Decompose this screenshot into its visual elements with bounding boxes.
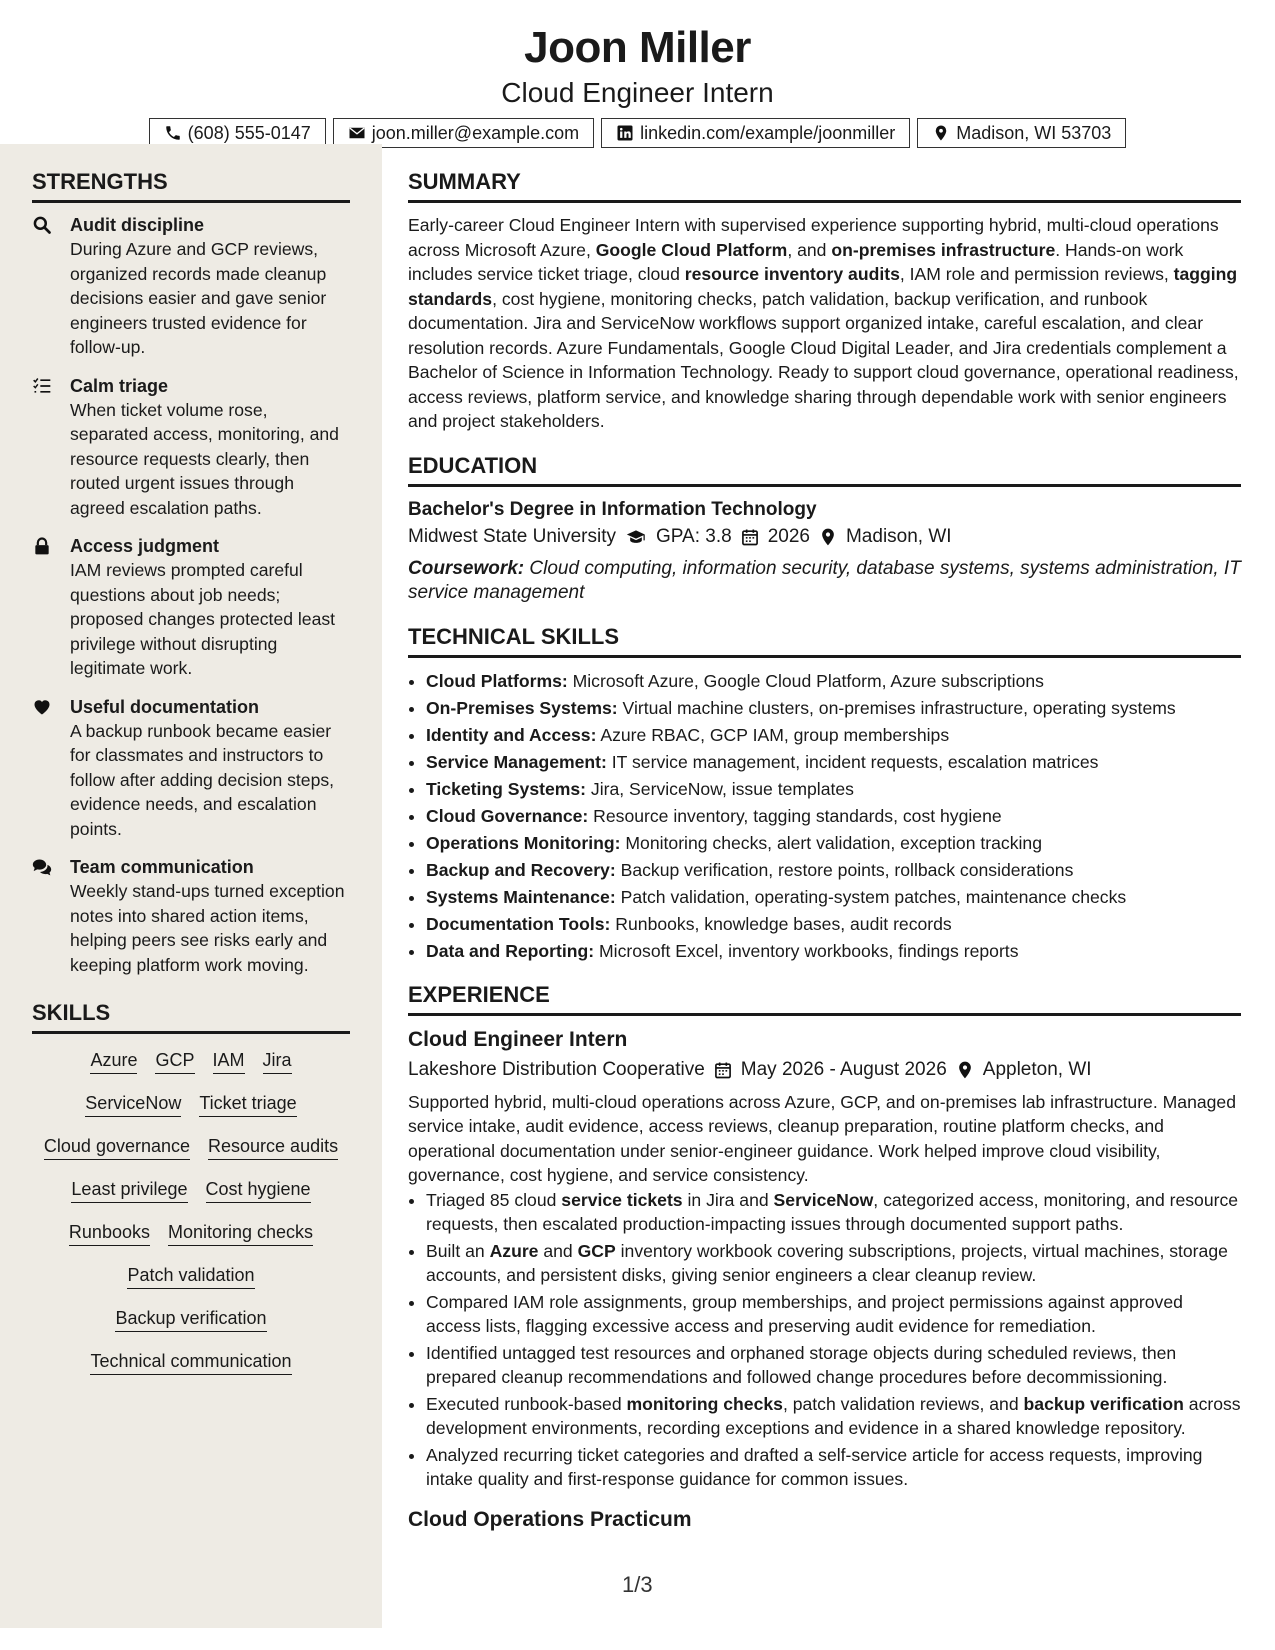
strength-item (32, 534, 350, 681)
job-bullet (426, 1443, 1241, 1492)
text-run: . Hands-on work includes service ticket triage, cloud (408, 239, 1184, 284)
emphasis-text: Azure (489, 1240, 539, 1261)
coursework-label: Coursework: (408, 557, 525, 579)
skill-values: Backup verification, restore points, rollback considerations (615, 859, 1074, 880)
experience-heading: EXPERIENCE (408, 981, 1241, 1016)
skill-tag: Technical communication (90, 1349, 291, 1375)
job-details (408, 1054, 1241, 1086)
linkedin-icon (616, 124, 634, 142)
location-text: Madison, WI 53703 (956, 123, 1112, 143)
lock-icon (32, 534, 70, 681)
coursework (408, 557, 1241, 605)
skill-values: Microsoft Azure, Google Cloud Platform, Azure subscriptions (567, 670, 1044, 691)
candidate-title: Cloud Engineer Intern (501, 77, 774, 108)
technical-skills-list (408, 668, 1241, 965)
emphasis-text: service tickets (561, 1189, 683, 1210)
sidebar (0, 144, 382, 1628)
email-text: joon.miller@example.com (371, 123, 580, 143)
skill-tag: Resource audits (208, 1134, 338, 1160)
skill-values: Runbooks, knowledge bases, audit records (610, 913, 952, 934)
skill-tag: Ticket triage (199, 1091, 296, 1117)
school-name: Midwest State University (408, 525, 617, 547)
emphasis-text: monitoring checks (626, 1393, 783, 1414)
emphasis-text: resource inventory audits (684, 264, 900, 284)
skill-values: Jira, ServiceNow, issue templates (586, 778, 854, 799)
search-icon (32, 213, 70, 360)
text-run: Built an (426, 1240, 490, 1261)
heart-icon (32, 695, 70, 842)
job-dates: May 2026 - August 2026 (740, 1058, 947, 1080)
skills-tags (32, 1044, 350, 1375)
technical-skill-item (426, 857, 1241, 884)
technical-skill-item (426, 695, 1241, 722)
company-name: Lakeshore Distribution Cooperative (408, 1058, 705, 1080)
coursework-text: Cloud computing, information security, database systems, systems administration, IT service management (408, 557, 1241, 603)
technical-skills-heading: TECHNICAL SKILLS (408, 623, 1241, 658)
job-location: Appleton, WI (982, 1058, 1092, 1080)
skill-category: Ticketing Systems: (426, 778, 587, 799)
skill-values: Resource inventory, tagging standards, cost hygiene (588, 805, 1002, 826)
skill-category: Operations Monitoring: (426, 832, 621, 853)
text-run: inventory workbook covering subscriptions, projects, virtual machines, storage accounts, and persistent disks, giving senior engineers a clear cleanup review. (426, 1240, 1228, 1285)
skill-row (32, 1134, 350, 1160)
skill-row (32, 1048, 350, 1074)
text-run: Identified untagged test resources and orphaned storage objects during scheduled reviews, then prepared cleanup recommendations and followed change procedures before decommissioning. (426, 1342, 1177, 1387)
skill-row (32, 1091, 350, 1117)
envelope-icon (348, 124, 366, 142)
skill-tag: Cloud governance (44, 1134, 190, 1160)
strength-title: Calm triage (70, 375, 169, 396)
technical-skill-item (426, 749, 1241, 776)
strength-description: IAM reviews prompted careful questions about job needs; proposed changes protected least privilege without disrupting legitimate work. (70, 560, 336, 678)
skill-tag: Least privilege (71, 1177, 187, 1203)
strength-description: Weekly stand-ups turned exception notes into shared action items, helping peers see risks early and keeping platform work moving. (70, 881, 345, 975)
technical-skill-item (426, 668, 1241, 695)
text-run: across development environments, recording exceptions and evidence in a shared knowledge repository. (426, 1393, 1241, 1438)
text-run: Early-career Cloud Engineer Intern with supervised experience supporting hybrid, multi-cloud operations across Microsoft Azure, (408, 215, 1219, 260)
map-pin-icon (955, 1060, 975, 1080)
skill-row (32, 1220, 350, 1246)
skill-row (32, 1177, 350, 1203)
technical-skill-item (426, 830, 1241, 857)
graduation-year: 2026 (767, 525, 810, 547)
skill-tag: GCP (155, 1048, 194, 1074)
emphasis-text: on-premises infrastructure (831, 239, 1056, 260)
text-run: Analyzed recurring ticket categories and drafted a self-service article for access requests, improving intake quality and first-response guidance for common issues. (426, 1444, 1203, 1489)
job-title: Cloud Engineer Intern (408, 1027, 628, 1051)
job-bullet (426, 1392, 1241, 1441)
emphasis-text: Google Cloud Platform (595, 239, 788, 260)
strengths-heading: STRENGTHS (32, 168, 350, 203)
skill-tag: Azure (90, 1048, 137, 1074)
skill-category: Documentation Tools: (426, 913, 611, 934)
comments-icon (32, 855, 70, 977)
technical-skill-item (426, 911, 1241, 938)
linkedin-text: linkedin.com/example/joonmiller (640, 123, 896, 143)
job-bullet (426, 1188, 1241, 1237)
skill-tag: Jira (263, 1048, 292, 1074)
strength-title: Team communication (70, 857, 254, 877)
skill-tag: Monitoring checks (168, 1220, 313, 1246)
strength-title: Useful documentation (70, 696, 260, 717)
strength-title: Access judgment (70, 536, 220, 556)
emphasis-text: ServiceNow (773, 1189, 874, 1210)
text-run: Executed runbook-based (426, 1393, 627, 1414)
skill-category: Backup and Recovery: (426, 859, 616, 880)
job-bullet (426, 1290, 1241, 1339)
skill-tag: Cost hygiene (206, 1177, 311, 1203)
skill-tag: Runbooks (69, 1220, 150, 1246)
skill-values: Virtual machine clusters, on-premises infrastructure, operating systems (617, 697, 1176, 718)
strength-item (32, 855, 350, 977)
page-number: 1/3 (622, 1572, 653, 1597)
summary-text (408, 213, 1241, 434)
summary-heading: SUMMARY (408, 168, 1241, 203)
emphasis-text: backup verification (1023, 1393, 1184, 1414)
strength-item (32, 213, 350, 360)
job-description: Supported hybrid, multi-cloud operations across Azure, GCP, and on-premises lab infrastructure. Managed service intake, audit evidence, access reviews, cleanup preparation, routine platform checks, and operational documentation under senior-engineer guidance. Work helped improve cloud visibility, governance, cost hygiene, and service consistency. (408, 1091, 1236, 1185)
skills-heading: SKILLS (32, 999, 350, 1034)
degree-title: Bachelor's Degree in Information Technology (408, 498, 817, 520)
gpa: GPA: 3.8 (656, 525, 732, 547)
skill-tag: ServiceNow (85, 1091, 181, 1117)
calendar-icon (713, 1060, 733, 1080)
text-run: and (538, 1240, 578, 1261)
job-bullets (408, 1188, 1241, 1492)
skill-category: On-Premises Systems: (426, 697, 618, 718)
main-content (382, 144, 1275, 1628)
calendar-icon (740, 527, 760, 547)
technical-skill-item (426, 938, 1241, 965)
job-bullet (426, 1341, 1241, 1390)
text-run: , categorized access, monitoring, and resource requests, then escalated production-impacting issues through documented support paths. (426, 1189, 1239, 1234)
skill-values: Monitoring checks, alert validation, exception tracking (620, 832, 1042, 853)
technical-skill-item (426, 722, 1241, 749)
text-run: , and (787, 239, 832, 260)
list-check-icon (32, 374, 70, 521)
candidate-name: Joon Miller (524, 23, 751, 72)
skill-category: Identity and Access: (426, 724, 597, 745)
skill-values: Azure RBAC, GCP IAM, group memberships (596, 724, 950, 745)
school-location: Madison, WI (845, 525, 952, 547)
job-title: Cloud Operations Practicum (408, 1507, 692, 1531)
strength-item (32, 374, 350, 521)
job-bullet (426, 1239, 1241, 1288)
skill-category: Cloud Governance: (426, 805, 589, 826)
education-details (408, 523, 1241, 551)
skill-values: Microsoft Excel, inventory workbooks, findings reports (594, 940, 1019, 961)
technical-skill-item (426, 884, 1241, 911)
strength-title: Audit discipline (70, 215, 205, 235)
skill-category: Cloud Platforms: (426, 670, 568, 691)
strengths-list (32, 213, 350, 977)
skill-row (32, 1306, 350, 1332)
emphasis-text: GCP (577, 1240, 616, 1261)
resume-header (0, 0, 1275, 144)
technical-skill-item (426, 803, 1241, 830)
skill-category: Service Management: (426, 751, 607, 772)
map-pin-icon (818, 527, 838, 547)
skill-row (32, 1349, 350, 1375)
strength-item (32, 695, 350, 842)
text-run: , IAM role and permission reviews, (899, 264, 1174, 284)
skill-row (32, 1263, 350, 1289)
strength-description: When ticket volume rose, separated access, monitoring, and resource requests clearly, then routed urgent issues through agreed escalation paths. (70, 399, 339, 518)
phone-text: (608) 555-0147 (187, 123, 311, 143)
technical-skill-item (426, 776, 1241, 803)
skill-values: Patch validation, operating-system patches, maintenance checks (615, 886, 1127, 907)
text-run: , patch validation reviews, and (782, 1393, 1024, 1414)
skill-tag: Patch validation (127, 1263, 254, 1289)
text-run: in Jira and (682, 1189, 774, 1210)
skill-tag: IAM (213, 1048, 245, 1074)
skill-category: Data and Reporting: (426, 940, 595, 961)
strength-description: A backup runbook became easier for classmates and instructors to follow after adding decision steps, evidence needs, and escalation points. (70, 720, 335, 839)
graduation-cap-icon (624, 527, 648, 547)
emphasis-text: tagging standards (408, 264, 1238, 309)
skill-category: Systems Maintenance: (426, 886, 616, 907)
text-run: , cost hygiene, monitoring checks, patch validation, backup verification, and runbook documentation. Jira and ServiceNow workflows support organized intake, careful escalation, and clear resolution records. Azure Fundamentals, Google Cloud Digital Leader, and Jira credentials complement a Bachelor of Science in Information Technology. Ready to support cloud governance, operational readiness, access reviews, platform service, and knowledge sharing through dependable work with senior engineers and project stakeholders. (408, 288, 1239, 431)
phone-icon (164, 124, 182, 142)
skill-values: IT service management, incident requests, escalation matrices (606, 751, 1099, 772)
strength-description: During Azure and GCP reviews, organized records made cleanup decisions easier and gave senior engineers trusted evidence for follow-up. (70, 239, 327, 357)
education-heading: EDUCATION (408, 452, 1241, 487)
text-run: Compared IAM role assignments, group memberships, and project permissions against approved access lists, flagging excessive access and preserving audit evidence for remediation. (426, 1291, 1183, 1336)
text-run: Triaged 85 cloud (426, 1189, 562, 1210)
map-pin-icon (932, 124, 950, 142)
skill-tag: Backup verification (115, 1306, 266, 1332)
